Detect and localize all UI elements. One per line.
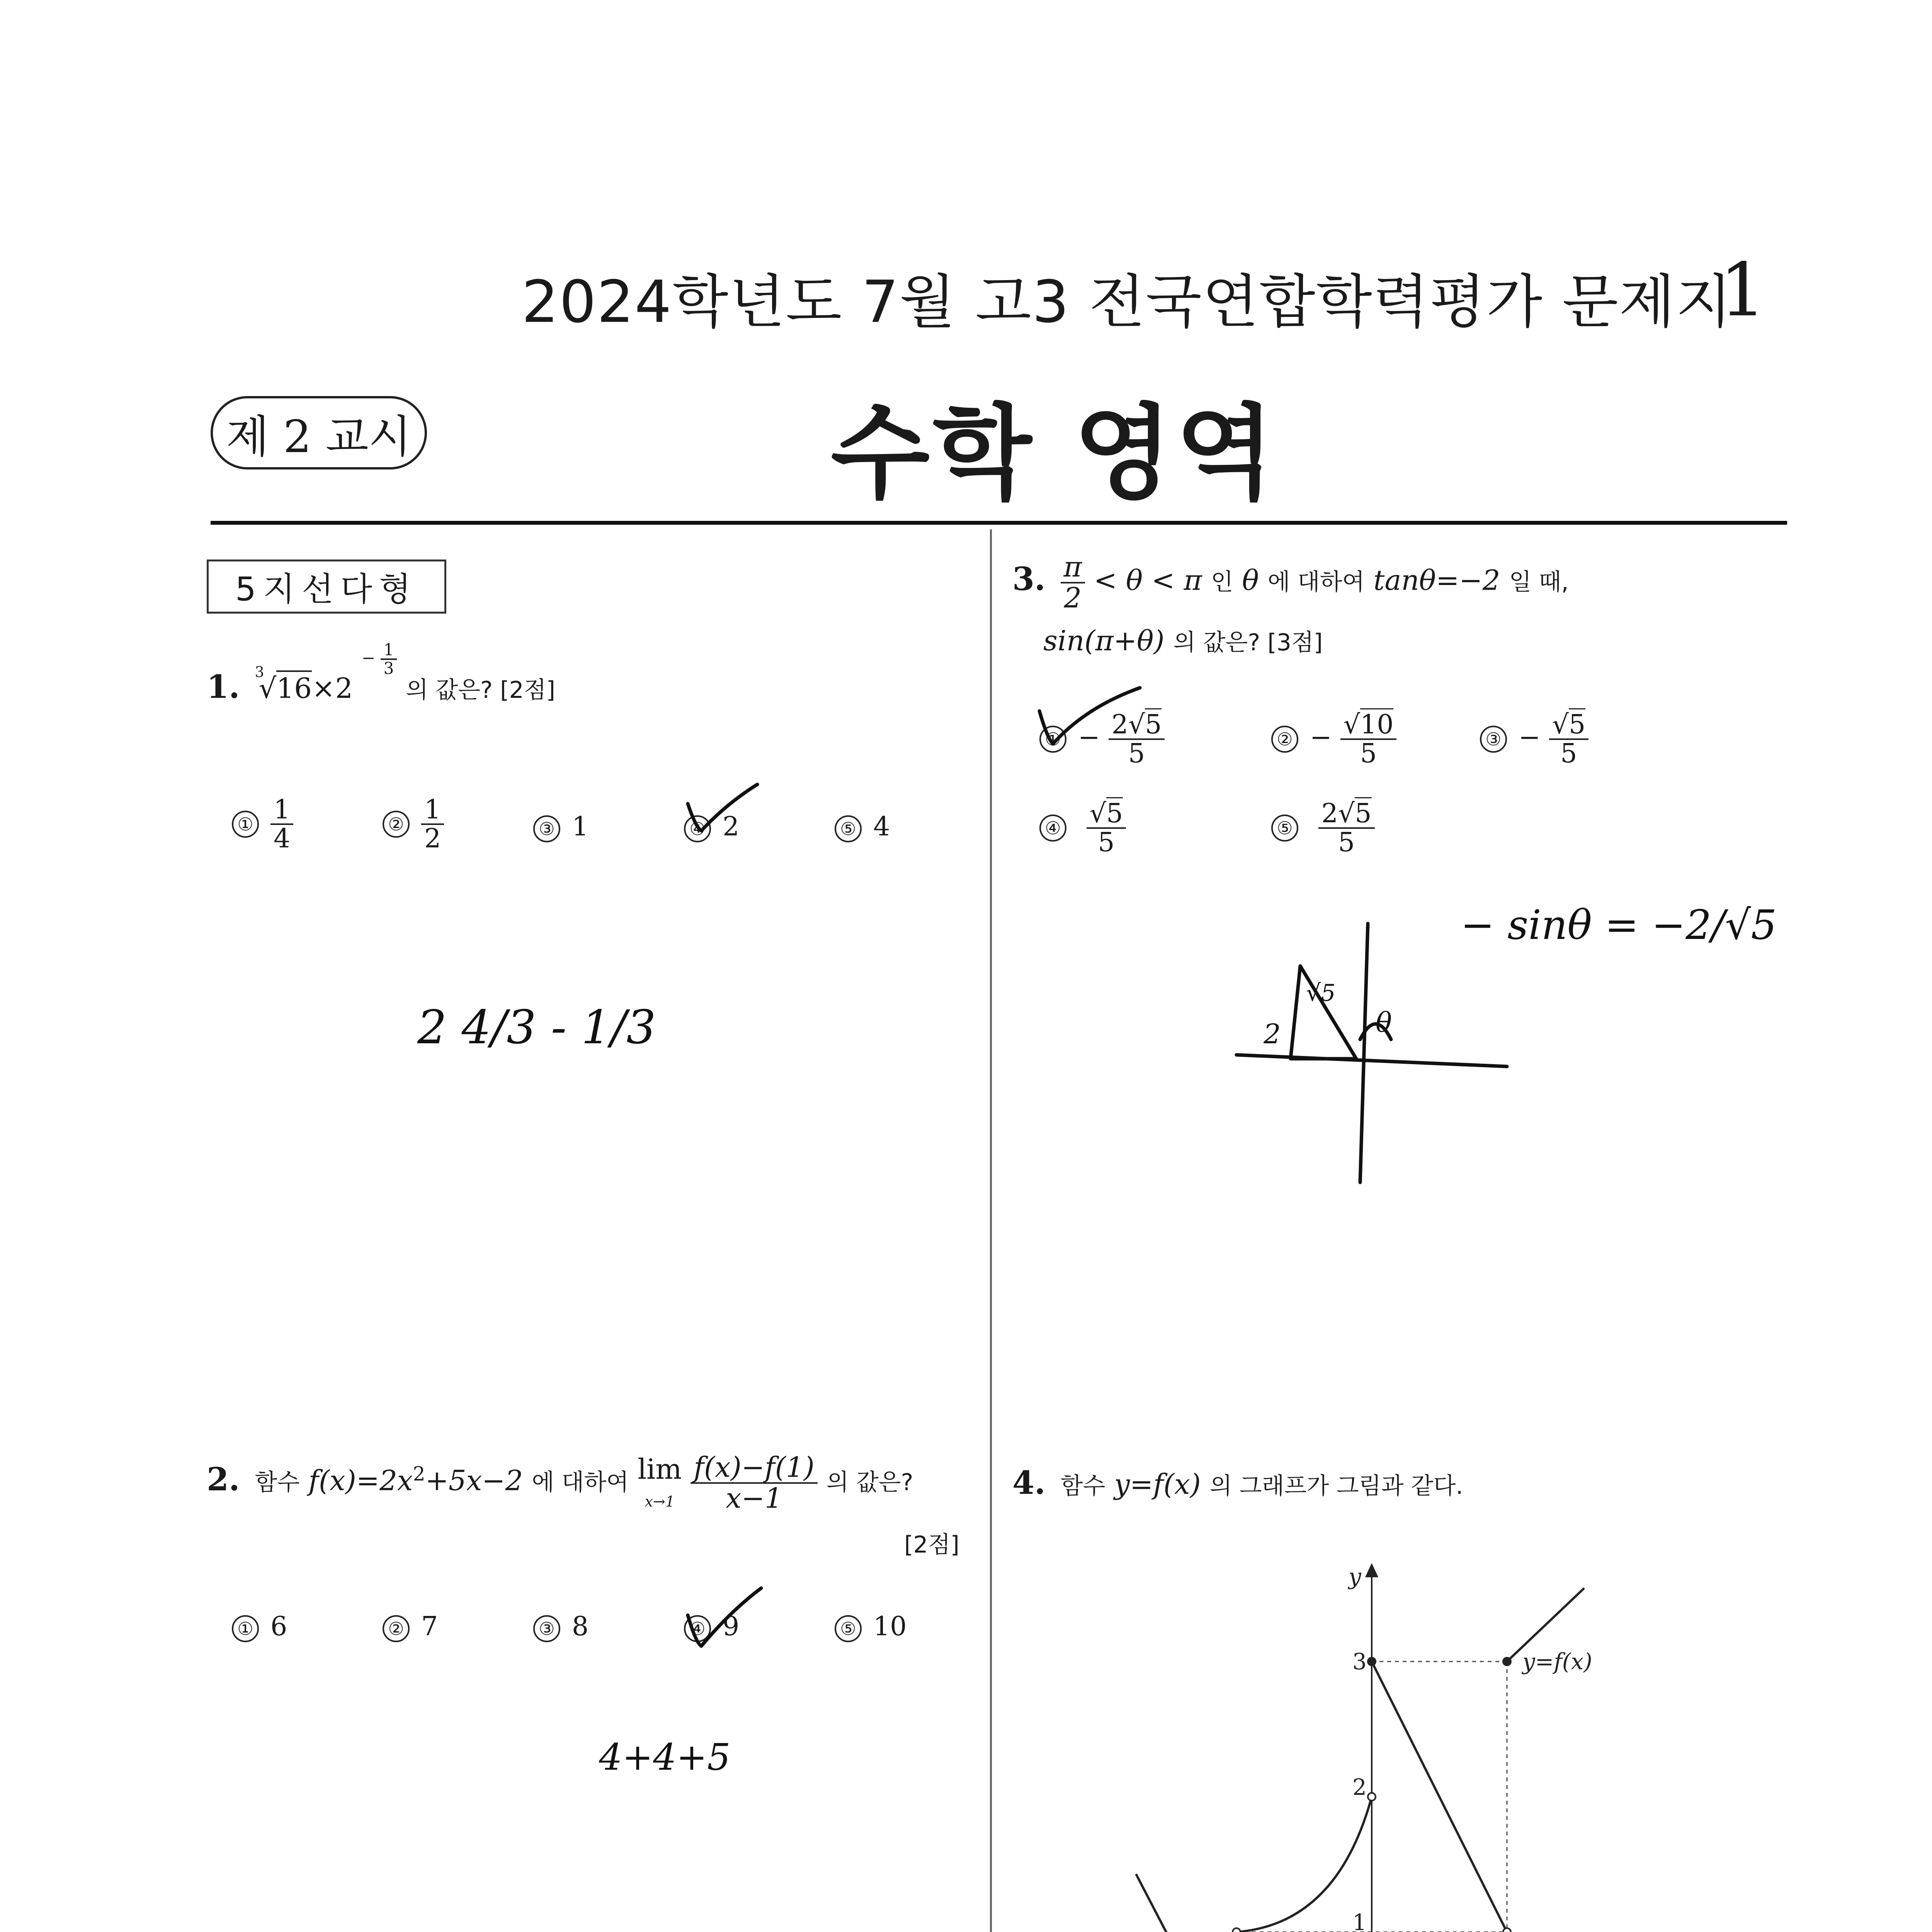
q4-text-a: 함수 xyxy=(1060,1473,1105,1500)
choice-radicand: 5 xyxy=(1355,797,1371,829)
choice-mark: ④ xyxy=(1039,815,1066,842)
question-4 xyxy=(1012,1464,1463,1502)
section-type-box xyxy=(207,560,446,614)
lim-word: lim xyxy=(638,1452,682,1485)
choice-den: 5 xyxy=(1098,827,1115,858)
sketch-label-theta: θ xyxy=(1376,1007,1392,1038)
choice-value: 6 xyxy=(270,1611,287,1642)
q2-function: f(x)=2x xyxy=(308,1464,413,1497)
choice-value: 10 xyxy=(873,1611,907,1642)
choice-1[interactable] xyxy=(232,1611,287,1642)
choice-mark: ③ xyxy=(1480,726,1507,753)
q2-choices xyxy=(232,1611,966,1658)
choice-mark: ④ xyxy=(684,815,711,842)
q3-theta: θ xyxy=(1242,564,1259,597)
choice-den: 2 xyxy=(424,823,441,854)
choice-value: 9 xyxy=(723,1611,740,1642)
choice-mark: ⑤ xyxy=(835,815,862,842)
choice-radicand: 5 xyxy=(1569,708,1585,740)
question-3 xyxy=(1012,553,1569,612)
point-filled-1-3 xyxy=(1503,1658,1511,1665)
choice-coef: 2 xyxy=(1111,709,1128,740)
times-two: ×2 xyxy=(312,672,353,704)
q3-work-note: − sinθ = −2/√5 xyxy=(1461,901,1777,949)
choice-mark: ② xyxy=(1271,726,1298,753)
choice-value: 1 xyxy=(572,811,589,842)
subject-title: 수학 영역 xyxy=(831,394,1278,513)
tick-y-2: 2 xyxy=(1352,1774,1367,1800)
q2-text-b: 에 대하여 xyxy=(532,1469,629,1496)
radicand: 16 xyxy=(276,670,312,704)
sketch-label-sqrt5: √5 xyxy=(1306,980,1336,1007)
question-tail: 의 값은? xyxy=(826,1469,913,1496)
session-badge xyxy=(211,396,427,469)
choice-sign: − xyxy=(1519,722,1541,753)
q4-function-graph xyxy=(1121,1553,1623,1932)
graph-curve xyxy=(1136,1588,1584,1932)
choice-den: 4 xyxy=(274,823,291,854)
segment-left xyxy=(1136,1874,1236,1932)
choice-value: 7 xyxy=(421,1611,438,1642)
segment-curve xyxy=(1236,1797,1372,1932)
question-tail: 의 값은? [2점] xyxy=(406,677,556,704)
q2-work-note: 4+4+5 xyxy=(599,1736,731,1779)
choice-mark: ④ xyxy=(684,1615,711,1642)
question-3-line2 xyxy=(1043,624,1323,657)
choice-mark: ③ xyxy=(533,815,560,842)
frac-two: 2 xyxy=(1064,581,1082,614)
choice-4[interactable] xyxy=(684,1611,739,1642)
choice-radicand: 5 xyxy=(1106,797,1123,829)
q2-points: [2점] xyxy=(904,1531,959,1558)
curve-label: y=f(x) xyxy=(1522,1648,1592,1675)
choice-mark: ② xyxy=(383,1615,410,1642)
question-tail: 의 값은? [3점] xyxy=(1173,629,1323,656)
choice-1[interactable]: ① − $\frac{2√5}{5}$ xyxy=(1039,711,1165,768)
sketch-angle-arc xyxy=(1360,1024,1391,1039)
q2-exponent: 2 xyxy=(413,1462,425,1485)
choice-3[interactable] xyxy=(533,811,588,842)
tick-y-1: 1 xyxy=(1352,1909,1367,1932)
choice-mark: ③ xyxy=(533,1615,560,1642)
lim-sub: x→1 xyxy=(645,1493,675,1510)
choice-3[interactable]: ③ − $\frac{√5}{5}$ xyxy=(1480,711,1588,768)
choice-den: 5 xyxy=(1560,738,1577,769)
q3-sin: sin(π+θ) xyxy=(1043,624,1165,657)
header-rule xyxy=(211,521,1787,525)
choice-5[interactable] xyxy=(835,1611,907,1642)
question-number: 2. xyxy=(207,1461,240,1498)
choice-value: 2 xyxy=(723,811,740,842)
point-open-0-2 xyxy=(1368,1793,1376,1801)
choice-2[interactable]: ② − $\frac{√10}{5}$ xyxy=(1271,711,1396,768)
choice-5[interactable] xyxy=(835,811,890,842)
sketch-y-axis xyxy=(1360,923,1368,1182)
choice-mark: ② xyxy=(383,811,410,838)
cube-root: 3 √16 xyxy=(255,663,312,704)
question-number: 1. xyxy=(207,668,240,706)
exponent xyxy=(362,641,397,677)
point-open-1-1 xyxy=(1503,1928,1511,1932)
question-2 xyxy=(207,1453,913,1513)
choice-mark: ⑤ xyxy=(1271,815,1298,842)
y-axis-label: y xyxy=(1349,1563,1361,1590)
choice-4[interactable] xyxy=(684,811,739,842)
point-open-neg1-1 xyxy=(1233,1928,1240,1932)
q4-function: y=f(x) xyxy=(1114,1468,1201,1500)
frac-den: x−1 xyxy=(726,1481,782,1514)
exponent-den: 3 xyxy=(383,659,394,678)
choice-2[interactable] xyxy=(383,796,444,853)
choice-value: 8 xyxy=(572,1611,589,1642)
choice-mark: ⑤ xyxy=(835,1615,862,1642)
sketch-label-2: 2 xyxy=(1264,1018,1281,1050)
q3-text-b: 에 대하여 xyxy=(1267,568,1365,596)
choice-den: 5 xyxy=(1360,738,1377,769)
choice-value: 4 xyxy=(873,811,890,842)
column-divider xyxy=(990,529,992,1932)
question-1 xyxy=(207,640,556,706)
choice-radicand: 5 xyxy=(1145,708,1162,740)
choice-num: 1 xyxy=(270,796,293,825)
frac-num: f(x)−f(1) xyxy=(690,1453,817,1484)
choice-coef: 2 xyxy=(1321,798,1338,829)
q4-text-b: 의 그래프가 그림과 같다. xyxy=(1209,1473,1463,1500)
q3-text-a: 인 xyxy=(1211,568,1233,596)
exponent-sign: − xyxy=(362,648,376,668)
choice-5[interactable]: ⑤ $\frac{2√5}{5}$ xyxy=(1271,800,1375,857)
section-type-label: 5지선다형 xyxy=(235,570,418,609)
choice-2[interactable] xyxy=(383,1611,438,1642)
q2-function-rest: +5x−2 xyxy=(425,1464,523,1497)
frac-pi: π xyxy=(1061,553,1085,583)
q2-text-a: 함수 xyxy=(255,1469,300,1496)
choice-mark: ① xyxy=(1039,726,1066,753)
choice-mark: ① xyxy=(232,1615,259,1642)
q3-range: < θ < π xyxy=(1094,564,1202,597)
session-label: 제 2 교시 xyxy=(226,411,412,463)
page-corner-number: 1 xyxy=(1719,247,1766,333)
choice-mark: ① xyxy=(232,811,259,838)
point-filled-0-3 xyxy=(1368,1658,1376,1665)
choice-1[interactable] xyxy=(232,796,293,853)
q3-tan: tanθ=−2 xyxy=(1373,564,1500,597)
choice-den: 5 xyxy=(1338,827,1355,858)
sketch-x-axis xyxy=(1236,1055,1507,1066)
question-number: 4. xyxy=(1012,1464,1046,1502)
q3-text-c: 일 때, xyxy=(1509,568,1569,596)
choice-num: 1 xyxy=(421,796,444,825)
choice-den: 5 xyxy=(1128,738,1145,769)
q2-limit xyxy=(638,1452,682,1511)
choice-3[interactable] xyxy=(533,1611,588,1642)
q3-choices xyxy=(1039,711,1735,885)
y-axis-arrow xyxy=(1366,1565,1377,1577)
choice-radicand: 10 xyxy=(1360,708,1394,740)
choice-sign: − xyxy=(1310,722,1332,753)
graph-axes xyxy=(1128,1565,1615,1932)
q1-work-note: 2 4/3 - 1/3 xyxy=(417,1001,656,1054)
tick-y-3: 3 xyxy=(1352,1648,1367,1675)
sketch-triangle xyxy=(1291,966,1356,1059)
choice-4[interactable]: ④ $\frac{√5}{5}$ xyxy=(1039,800,1126,857)
segment-middle xyxy=(1372,1662,1507,1932)
question-number: 3. xyxy=(1012,560,1046,598)
exponent-num: 1 xyxy=(381,641,397,660)
exam-title: 2024학년도 7월 고3 전국연합학력평가 문제지 xyxy=(522,269,1733,336)
choice-sign: − xyxy=(1078,722,1100,753)
root-index: 3 xyxy=(255,663,264,680)
